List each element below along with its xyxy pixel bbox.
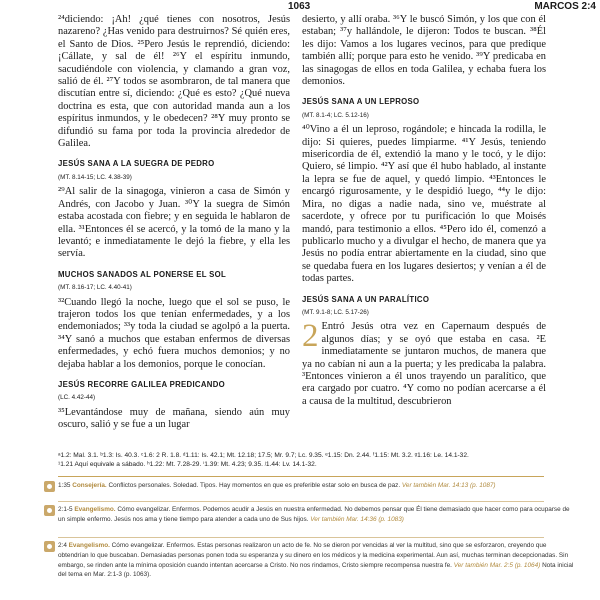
study-note [58,541,578,580]
cross-reference: (MT. 8.1-4; LC. 5.12-16) [302,111,369,119]
cross-reference: (MT. 8.16-17; LC. 4.40-41) [58,284,132,292]
cross-reference: (MT. 8.14-15; LC. 4.38-39) [58,173,132,181]
left-column [58,14,290,432]
verse-paragraph [302,318,546,408]
verse-paragraph: ²⁹Al salir de la sinagoga, vinieron a casa de Simón y Andrés, con Jacobo y Juan. ³⁰Y la suegra de Simón estaba acostada con fiebre; y en seguida le hablaron de ella. ³¹Entonces él se acercó, y la tomó de la mano y la levantó; e inmediatamente le dejó la fiebre, y ella les servía. [58,186,290,260]
chapter-number-dropcap: 2 [302,318,319,355]
verse-paragraph: ²⁴diciendo: ¡Ah! ¿qué tienes con nosotros, Jesús nazareno? ¿Has venido para destruirnos? Sé quién eres, el Santo de Dios. ²⁵Pero Jesús le reprendió, diciendo: ¡Cállate, y sal de él! ²⁶Y el espíritu inmundo, sacudiéndole con violencia, y clamando a gran voz, salió de él. ²⁷Y todos se asombraron, de tal manera que discutían entre sí, diciendo: ¿Qué es esto? ¿Qué nueva doctrina es esta, que con autoridad manda aun a los espíritus inmundos, y le obedecen? ²⁸Y muy pronto se difundió su fama por toda la provincia alrededor de Galilea. [58,14,290,150]
footnote-line: ¹1.21 Aquí equivale a sábado. ʰ1.22: Mt. 7.28-29. ⁱ1.39: Mt. 4.23; 9.35. ʲ1.44: Lv. 14.1-32. [58,460,317,468]
cross-reference: (MT. 9.1-8; LC. 5.17-26) [302,308,369,316]
study-note-text: Conflictos personales. Soledad. Tipos. Hay momentos en que es preferible estar solo en busca de paz. [108,482,401,489]
divider [58,537,544,538]
study-note-ref: 2:1-5 [58,506,73,513]
section-heading: JESÚS RECORRE GALILEA PREDICANDO [58,379,225,389]
study-note-text: Cómo evangelizar. Enfermos. Podemos acudir a Jesús en nuestra enfermedad. No debemos pensar que Él tiene demasiado que hacer como para ocuparse de un simple enfermo. Jesús nos ama y tiene tiempo para atender a cada uno de Sus hijos. [58,506,570,523]
footnotes [58,452,578,469]
study-note-topic: Evangelismo. [68,542,110,549]
heart-icon [44,481,55,492]
evangelism-icon [44,505,55,516]
study-note-see-also: Ver también Mar. 2:5 (p. 1064) [453,561,541,569]
section-heading: JESÚS SANA A UN LEPROSO [302,97,420,107]
section-heading: JESÚS SANA A UN PARALÍTICO [302,294,430,304]
cross-reference: (LC. 4.42-44) [58,394,96,402]
page-number: 1063 [288,1,311,12]
section-heading: JESÚS SANA A LA SUEGRA DE PEDRO [58,159,215,169]
study-note-topic: Evangelismo. [74,506,116,513]
study-note [58,481,578,491]
footnote-line: ᵃ1.2: Mal. 3.1. ᵇ1.3: Is. 40.3. ᶜ1.6: 2 R. 1.8. ᵈ1.11: Is. 42.1; Mt. 12.18; 17.5; Mr. 9.7; Lc. 9.35. ᵉ1.15: Dn. 2.44. ᶠ1.15: Mt. 3.2. ᵍ1.16: Le. 14.1-32. [58,452,469,459]
study-note-see-also: Ver también Mar. 14:36 (p. 1083) [310,515,404,523]
verse-paragraph: desierto, y allí oraba. ³⁶Y le buscó Simón, y los que con él estaban; ³⁷y hallándole, le dijeron: Todos te buscan. ³⁸Él les dijo: Vamos a los lugares vecinos, para que predique también allí; porque para esto he venido. ³⁹Y predicaba en las sinagogas de ellos en toda Galilea, y echaba fuera los demonios. [302,14,546,88]
study-note-topic: Consejería. [72,482,107,489]
study-note-tail: Nota inicial del tema en Mar. 2:1-3 (p. 1063). [58,561,574,579]
study-note-see-also: Ver también Mar. 14:13 (p. 1087) [401,482,496,489]
right-column [302,14,546,408]
running-header [0,0,600,14]
section-heading: MUCHOS SANADOS AL PONERSE EL SOL [58,269,227,279]
verse-paragraph: ³²Cuando llegó la noche, luego que el sol se puso, le trajeron todos los que tenían enfermedades, y a los endemoniados; ³³y toda la ciudad se agolpó a la puerta. ³⁴Y sanó a muchos que estaban enfermos de diversas enfermedades, y echó fuera muchos demonios; y no dejaba hablar a los demonios, porque le conocían. [58,296,290,370]
chapter-text: Entró Jesús otra vez en Capernaum después de algunos días; y se oyó que estaba en casa. ²E inmediatamente se juntaron muchos, de manera que ya no cabían ni aun a la puerta; y les predicaba la palabra. ³Entonces vinieron a él unos trayendo un paralítico, que era cargado por cuatro. ⁴Y como no podían acercarse a él a causa de la multitud, descubrieron [302,321,546,407]
verse-paragraph: ⁴⁰Vino a él un leproso, rogándole; e hincada la rodilla, le dijo: Si quieres, puedes limpiarme. ⁴¹Y Jesús, teniendo misericordia de él, extendió la mano y le tocó, y le dijo: Quiero, sé limpio. ⁴²Y así que él hubo hablado, al instante la lepra se fue de aquel, y quedó limpio. ⁴³Entonces le encargó rigurosamente, y le despidió luego, ⁴⁴y le dijo: Mira, no digas a nadie nada, sino ve, muéstrate al sacerdote, y ofrece por tu purificación lo que Moisés mandó, para testimonio a ellos. ⁴⁵Pero ido él, comenzó a publicarlo mucho y a divulgar el hecho, de manera que ya Jesús no podía entrar abiertamente en la ciudad, sino que se quedaba fuera en los lugares desiertos; y venían a él de todas partes. [302,124,546,285]
study-note [58,505,578,525]
book-reference: MARCOS 2:4 [534,1,596,12]
study-note-ref: 2:4 [58,542,67,549]
study-note-text: Cómo evangelizar. Enfermos. Estas personas realizaron un acto de fe. No se dieron por vencidas al ver la multitud, sino que se esforzaron, creyendo que obtendrían lo que buscaban. Demasiadas personas ponen toda su esperanza y su dinero en los médicos y la medicina experimental. Aun así, muchas terminan decepcionadas. Sin embargo, se rinden ante la mínima oposición cuando intentan acercarse a Cristo. No nos rindamos, Cristo siempre recompensa nuestra fe. [58,542,569,569]
divider [58,476,544,477]
study-note-ref: 1:35 [58,482,71,489]
evangelism-icon [44,541,55,552]
verse-paragraph: ³⁵Levantándose muy de mañana, siendo aún muy oscuro, salió y se fue a un lugar [58,406,290,431]
divider [58,501,544,502]
